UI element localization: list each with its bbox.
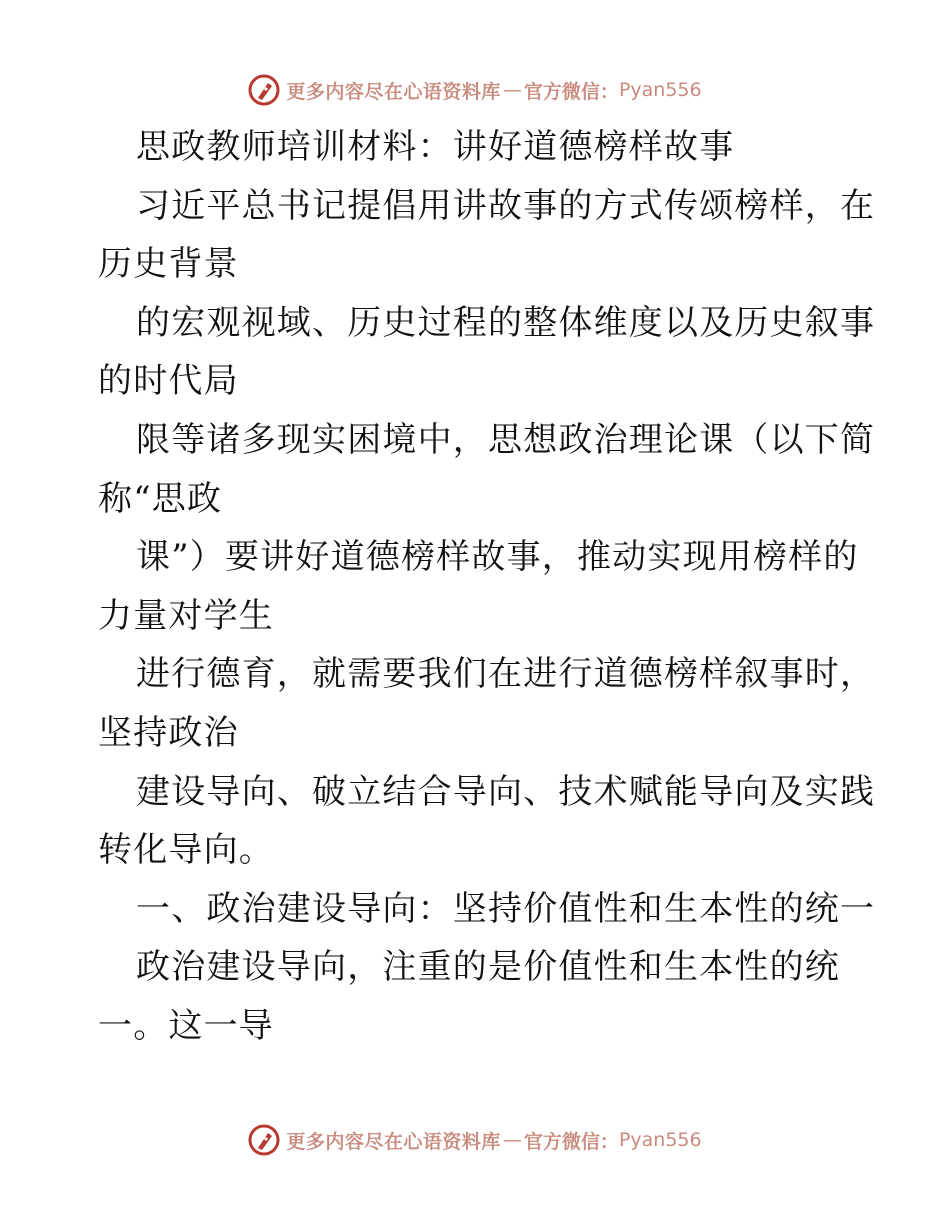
header-banner xyxy=(0,70,950,110)
text-line: 进行德育，就需要我们在进行道德榜样叙事时， xyxy=(136,654,876,695)
text-line: 的宏观视域、历史过程的整体维度以及历史叙事 xyxy=(136,302,876,343)
text-line: 一。这一导 xyxy=(98,1005,274,1046)
text-line: 限等诸多现实困境中，思想政治理论课（以下简 xyxy=(136,419,876,460)
text-line: 政治建设导向，注重的是价值性和生本性的统 xyxy=(136,947,840,988)
text-line: 课”）要讲好道德榜样故事，推动实现用榜样的 xyxy=(136,537,859,578)
banner-wechat-label: 官方微信： xyxy=(523,80,619,103)
text-line: 转化导向。 xyxy=(98,830,274,871)
footer-banner xyxy=(0,1120,950,1160)
document-body xyxy=(98,118,876,1056)
banner-wechat-id: Pyan556 xyxy=(618,79,702,101)
banner-separator: — xyxy=(502,79,522,101)
banner-wechat-label: 官方微信： xyxy=(523,1130,619,1153)
text-line: 坚持政治 xyxy=(98,712,239,753)
banner-main-text: 更多内容尽在心语资料库 xyxy=(286,80,501,103)
banner-wechat-id: Pyan556 xyxy=(618,1129,702,1151)
text-line: 称“思政 xyxy=(98,478,223,519)
pen-nib-logo-icon xyxy=(248,74,280,106)
text-line: 建设导向、破立结合导向、技术赋能导向及实践 xyxy=(136,771,876,812)
pen-nib-logo-icon xyxy=(248,1124,280,1156)
text-line: 习近平总书记提倡用讲故事的方式传颂榜样，在 xyxy=(136,185,876,226)
document-title: 思政教师培训材料：讲好道德榜样故事 xyxy=(136,127,735,167)
text-line: 力量对学生 xyxy=(98,595,274,636)
text-line: 的时代局 xyxy=(98,361,239,402)
banner-main-text: 更多内容尽在心语资料库 xyxy=(286,1130,501,1153)
section-heading: 一、政治建设导向：坚持价值性和生本性的统一 xyxy=(136,888,876,929)
text-line: 历史背景 xyxy=(98,244,239,285)
banner-separator: — xyxy=(502,1129,522,1151)
